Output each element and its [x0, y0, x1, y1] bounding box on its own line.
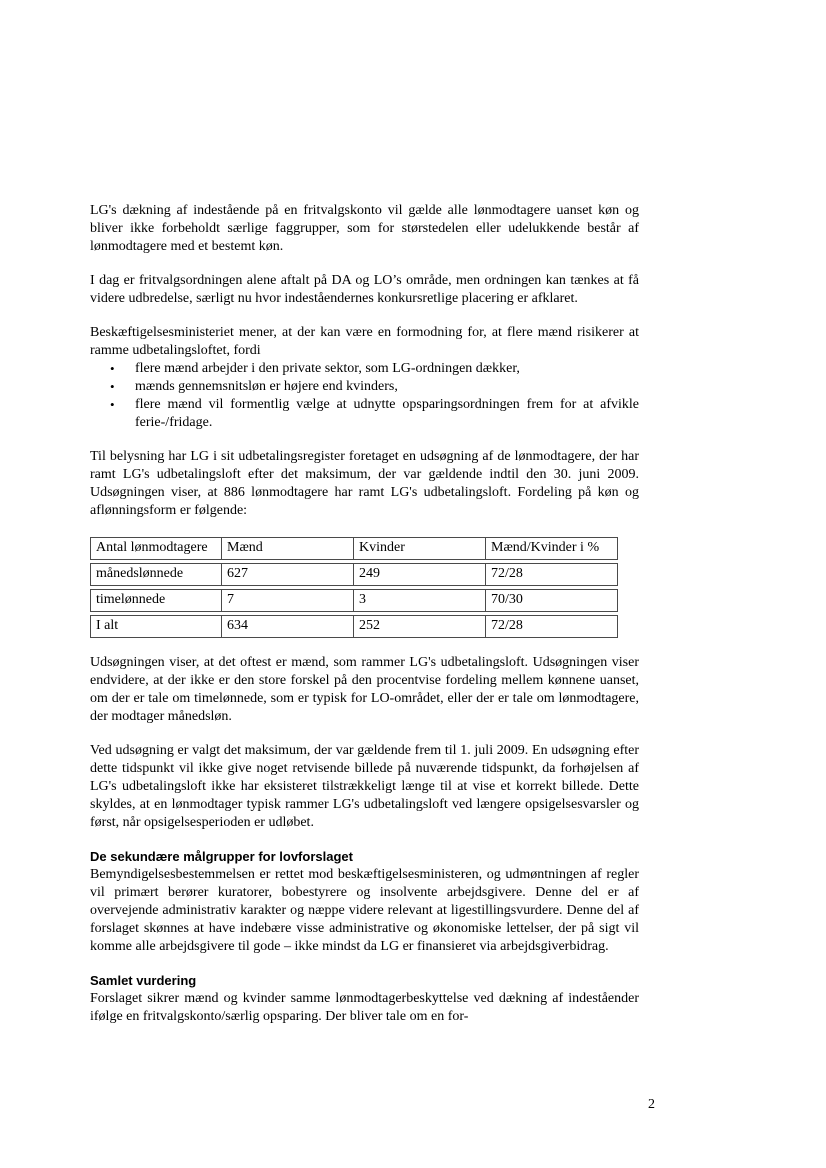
- table-cell: 252: [354, 615, 486, 638]
- distribution-table: [90, 534, 618, 641]
- table-header-cell: Kvinder: [354, 537, 486, 560]
- bullet-item: • flere mænd arbejder i den private sektor, som LG-ordningen dækker,: [135, 360, 639, 378]
- table-row: [90, 615, 618, 638]
- table-cell: I alt: [90, 615, 222, 638]
- table-cell: timelønnede: [90, 589, 222, 612]
- paragraph-coverage: LG's dækning af indestående på en fritvalgskonto vil gælde alle lønmodtagere uanset køn og bliver ikke forbeholdt særlige faggrupper, som for størstedelen eller udelukkende består af lønmodtagere med et bestemt køn.: [90, 203, 639, 254]
- page-number: 2: [648, 1097, 655, 1112]
- table-cell: 249: [354, 563, 486, 586]
- table-cell: månedslønnede: [90, 563, 222, 586]
- paragraph-ministry-assumption: Beskæftigelsesministeriet mener, at der kan være en formodning for, at flere mænd risikerer at ramme udbetalingsloftet, fordi: [90, 325, 639, 358]
- table-cell: 72/28: [486, 615, 618, 638]
- paragraph-overall-assessment: Forslaget sikrer mænd og kvinder samme lønmodtagerbeskyttelse ved dækning af indeståender ifølge en fritvalgskonto/særlig opsparing. Der bliver tale om en for-: [90, 991, 639, 1024]
- table-header-cell: Antal lønmodtagere: [90, 537, 222, 560]
- table-row: [90, 589, 618, 612]
- table-header-row: [90, 537, 618, 560]
- table-header-cell: Mænd/Kvinder i %: [486, 537, 618, 560]
- paragraph-query-result: Udsøgningen viser, at det oftest er mænd, som rammer LG's udbetalingsloft. Udsøgningen viser endvidere, at der ikke er den store forskel på den procentvise fordeling mellem kønnene uanset, om der er tale om timelønnede, som er typisk for LO-området, eller der er tale om lønmodtagere, der modtager månedsløn.: [90, 655, 639, 724]
- bullet-list: [90, 360, 639, 432]
- section-heading-secondary-target-groups: De sekundære målgrupper for lovforslaget: [90, 849, 353, 864]
- paragraph-secondary-groups: Bemyndigelsesbestemmelsen er rettet mod beskæftigelsesministeren, og udmøntningen af regler vil primært berører kuratorer, bobestyrere og insolvente arbejdsgivere. Denne del er af overvejende administrativ karakter og næppe videre relevant at ligestillingsvurdere. Denne del af forslaget skønnes at have indebære visse administrative og økonomiske lettelser, der på sigt vil komme alle arbejdsgivere til gode – ikke mindst da LG er finansieret via arbejdsgiverbidrag.: [90, 867, 639, 954]
- table-cell: 72/28: [486, 563, 618, 586]
- paragraph-current-scheme: I dag er fritvalgsordningen alene aftalt på DA og LO’s område, men ordningen kan tænkes at få videre udbredelse, særligt nu hvor indeståendernes konkursretlige placering er afklaret.: [90, 273, 639, 306]
- table-cell: 634: [222, 615, 354, 638]
- table-cell: 7: [222, 589, 354, 612]
- table-cell: 70/30: [486, 589, 618, 612]
- table-row: [90, 563, 618, 586]
- bullet-item: • mænds gennemsnitsløn er højere end kvinders,: [135, 378, 639, 396]
- section-heading-overall-assessment: Samlet vurdering: [90, 973, 197, 988]
- table-cell: 3: [354, 589, 486, 612]
- page-content: [90, 202, 639, 1042]
- paragraph-maximum-choice: Ved udsøgning er valgt det maksimum, der var gældende frem til 1. juli 2009. En udsøgning efter dette tidspunkt vil ikke give noget retvisende billede på nuværende tidspunkt, da forhøjelsen af LG's udbetalingsloft ikke har eksisteret tilstrækkeligt længe til at vise et korrekt billede. Dette skyldes, at en lønmodtager typisk rammer LG's udbetalingsloft ved længere opsigelsesvarsler og først, når opsigelsesperioden er udløbet.: [90, 743, 639, 830]
- bullet-item: • flere mænd vil formentlig vælge at udnytte opsparingsordningen frem for at afvikle ferie-/fridage.: [135, 396, 639, 432]
- table-cell: 627: [222, 563, 354, 586]
- table-header-cell: Mænd: [222, 537, 354, 560]
- paragraph-register-query: Til belysning har LG i sit udbetalingsregister foretaget en udsøgning af de lønmodtagere, der har ramt LG's udbetalingsloft efter det maksimum, der var gældende indtil den 30. juni 2009. Udsøgningen viser, at 886 lønmodtagere har ramt LG's udbetalingsloft. Fordeling på køn og aflønningsform er følgende:: [90, 449, 639, 518]
